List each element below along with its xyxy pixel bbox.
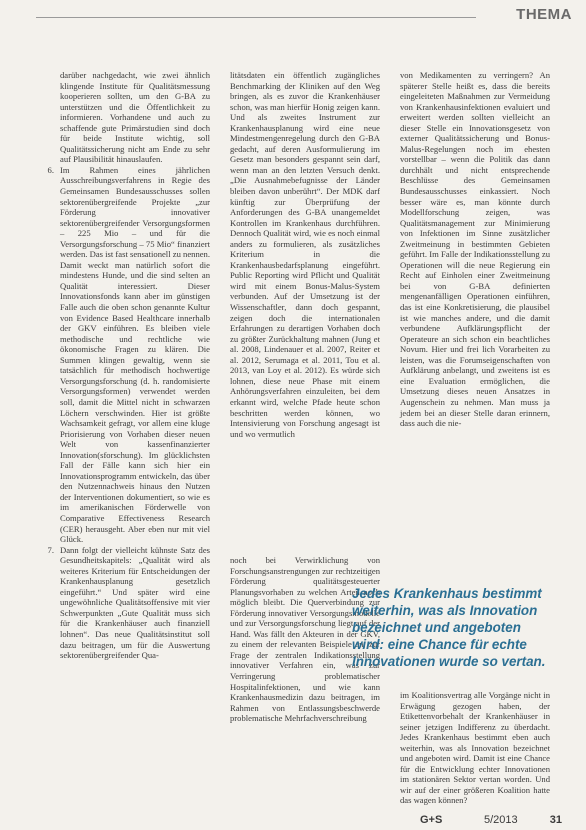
numbered-item-6 — [47, 164, 210, 545]
paragraph: Im Rahmen eines jährlichen Ausschreibungsverfahrens in Regie des Gemeinsamen Bundesausschusses sollen sektorenübergreifende Projekte „zur Förderung innovativer sektorenübergreifender Versorgungsformen – 225 Mio – und für die Versorgungsforschung – 75 Mio“ finanziert werden. Das ist fast sensationell zu nennen. Damit weckt man natürlich sofort die mindestens Hunde, und die sind selten an Qualität interessiert. Dieser Innovationsfonds kann aber im günstigen Falle auch die oben schon genannte Kultur von Evidence Based Healthcare innerhalb der GKV einführen. Es bleiben viele methodische und rechtliche wie ökonomische Fragen zu klären. Die Summen klingen gewaltig, wenn sie tatsächlich für methodisch hochwertige Versorgungsforschung (d. h. randomisierte Versorgungsformen) verwendet werden soll, damit die Mittel nicht in schwarzen Löchern verschwinden. Hier ist größte Wachsamkeit gefragt, vor allem eine kluge Priorisierung von Vorhaben dieser neuen Welt von kassenfinanzierter Innovation(sforschung). Im glücklichsten Fall der Fälle kann sich hier ein Innovationsprogramm entwickeln, das über den Nutzennachweis hinaus den Nutzen der Interventionen dokumentiert, so wie es im amerikanischen Förderwelle von Comparative Effectiveness Research (CER) herausgeht. Aber eben nur mit viel Glück. — [60, 164, 210, 545]
paragraph: von Medikamenten zu verringern? An späterer Stelle heißt es, dass die bereits eingeleiteten Maßnahmen zur Vermeidung von Krankenhausinfektionen evaluiert und erweitert werden sollten vielleicht an dieser Stelle ein Innovationsgesetz von externer Qualitätssicherung und Bonus-Malus-Regelungen noch im ehesten vorstellbar – wenn die Politik das dann durchhält und nicht entsprechende Beschlüsse des Gemeinsamen Bundesausschusses einkassiert. Noch besser wäre es, man könnte durch Modellforschung zeigen, was Qualitätsmanagement zur Minimierung von Infektionen im Sinne zusätzlicher Zweitmeinung in bestimmten Gebieten geführt. Im Falle der Indikationsstellung zu Operationen will die neue Regierung ein Recht auf Einholen einer Zweitmeinung bei von G-BA definierten mengenanfälligen Operationen einführen, das ist eine Konkretisierung, die plausibel ist wie manches andere, und die damit verbundene Aufklärungspflicht der Operateure an sich schon ein beachtliches Novum. Hier und frei lich Vorarbeiten zu leisten, was die Forumseigenschaften von Aufklärung anbelangt, und zweitens ist es eine Evaluation ermöglichen, die Umsetzung dieses neuen Ansatzes in Augenschein zu nehmen. Man muss ja jedem bei an dieser Stelle daran erinnern, dass auch die nie- — [400, 70, 550, 429]
paragraph: litätsdaten ein öffentlich zugängliches Benchmarking der Kliniken auf den Weg bringen, als es zuvor die Krankenhäuser schon, was man hierfür Honig zeigen kann. Und als zweites Instrument zur Krankenhausplanung wird eine neue Mindestmengenregelung durch den G-BA gedacht, auf deren Ausformulierung im Gesetz man besonders gespannt sein darf, wenn man an den letzten Versuch denkt. „Die Ausnahmebefugnisse der Länder bleiben davon unberührt“. Der MDK darf künftig zur Überprüfung der Anforderungen des G-BA unangemeldet Kontrollen im Krankenhaus durchführen. Dennoch Qualität wird, wie es noch einmal anders zu formulieren, als zusätzliches Kriterium in die Krankenhausbedarfsplanung eingeführt. Public Reporting wird Pflicht und Qualität wird mit einem Bonus-Malus-System verbunden. Auf der Umsetzung ist der Wissenschaftler, dann doch gespannt, zeigen doch die internationalen Erfahrungen zu derartigen Vorhaben doch zu größter Zurückhaltung mahnen (Jung et al. 2008, Lindenauer et al. 2007, Reiter et al. 2012, Serumaga et al. 2011, Tou et al. 2013, van Loy et al. 2012). Es würde sich lohnen, diese neue Phase mit einem Anhörungsverfahren einzuleiten, bei dem erkannt wird, welche Pfade heute schon beschritten werden können, wo Intensivierung von Forschung angesagt ist und wo vermutlich — [230, 70, 380, 439]
pull-quote-line: bezeichnet und angeboten — [352, 620, 521, 635]
pull-quote-line: Innovationen wurde so vertan. — [352, 654, 546, 669]
pull-quote-line: Jedes Krankenhaus bestimmt — [352, 586, 542, 601]
pull-quote — [352, 585, 572, 670]
text-column-1 — [47, 70, 210, 812]
text-column-3-continued — [400, 690, 550, 812]
paragraph: Dann folgt der vielleicht kühnste Satz des Gesundheitskapitels: „Qualität wird als weiteres Kriterium für Entscheidungen der Krankenhausplanung gesetzlich eingeführt.“ Und später wird eine ungewöhnliche Qualitätsoffensive mit vier Schwerpunkten „Gute Qualität muss sich für die Krankenhäuser auch finanziell lohnen“. Das neue Qualitätsinstitut soll dazu beitragen, um für die Auswertung sektorenübergreifender Qua- — [60, 544, 210, 661]
text-column-3 — [400, 70, 550, 515]
item-number: 6. — [47, 164, 54, 175]
section-label: THEMA — [516, 6, 572, 23]
paragraph: noch bei Verwirklichung von Forschungsanstrengungen zur rechtzeitigen Förderung qualitätsgesteuerter Planungsvorhaben zu welchen Arten noch möglich bleibt. Die Querverbindung zur Förderung innovativer Versorgungsmodelle und zur Versorgungsforschung liegt auf der Hand. Was fällt den Akteuren in der GKV, zu einem der relevanten Beispiele an, zur Frage der zentralen Indikationsstellung innovativer Verfahren ein, was zur Verringerung problematischer Hospitalinfektionen, und wie kann Krankenhausmedizin dazu beitragen, im Rahmen von Entlassungsbeschwerde problematische Mehrfachverschreibung — [230, 555, 380, 724]
item-number: 7. — [47, 544, 54, 555]
paragraph: darüber nachgedacht, wie zwei ähnlich klingende Institute für Qualitätsmessung kooperieren sollten, um den G-BA zu unterstützen und die Öffentlichkeit zu informieren. Vorhandene und auch zu schaffende gute Primärstudien sind doch für beide Institute wichtig, soll Qualitätssicherung nicht am Ende zu sehr auf Plausibilität hinauslaufen. — [60, 70, 210, 165]
text-column-2 — [230, 70, 380, 525]
pull-quote-line: wird: eine Chance für echte — [352, 637, 527, 652]
pull-quote-line: weiterhin, was als Innovation — [352, 603, 538, 618]
page-footer — [420, 814, 570, 828]
magazine-name: G+S — [420, 814, 443, 826]
issue-number: 5/2013 — [484, 814, 518, 826]
header-rule — [36, 17, 476, 18]
page-number: 31 — [549, 814, 562, 826]
numbered-item-7 — [47, 544, 210, 661]
paragraph: im Koalitionsvertrag alle Vorgänge nicht in Erwägung gezogen haben, der Etikettenvorbehalt der Krankenhäuser in seiner jetzigen Indifferenz zu überdacht. Jedes Krankenhaus bestimmt eben auch weiterhin, was als Innovation bezeichnet und angeboten wird. Damit ist eine Chance für die Entwicklung echter Innovationen im stationären Sektor vertan worden. Und wir auf der einer größeren Koalition hatte das wagen können? — [400, 690, 550, 806]
